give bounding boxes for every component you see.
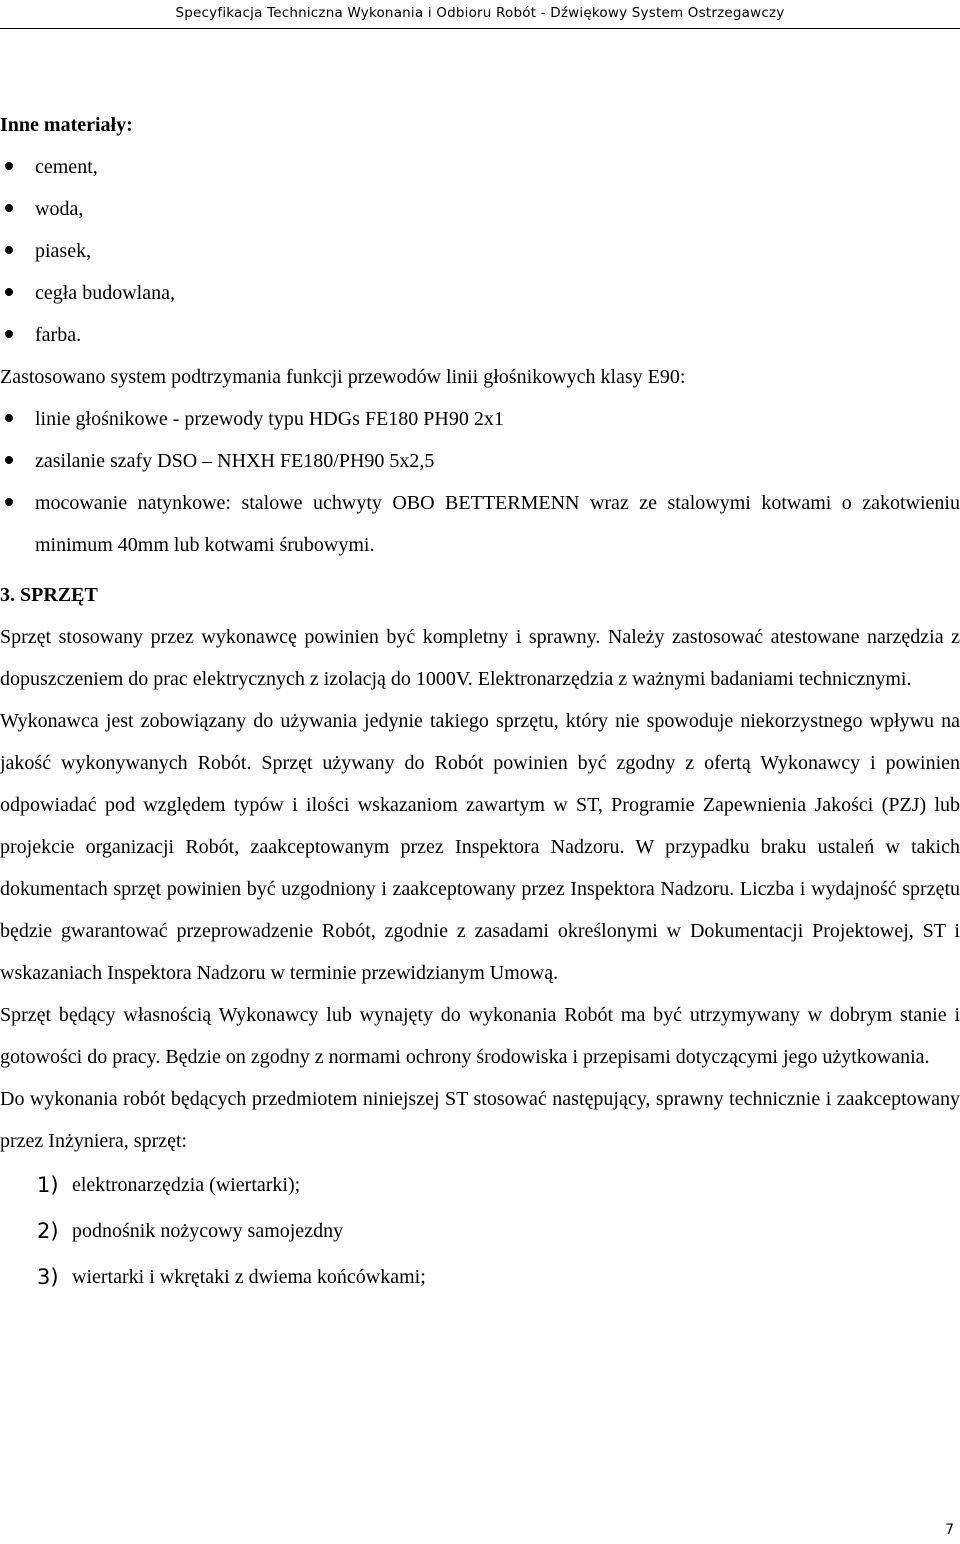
list-number: 1) bbox=[37, 1173, 59, 1197]
list-item: linie głośnikowe - przewody typu HDGs FE180 PH90 2x1 bbox=[0, 398, 960, 440]
list-item: cegła budowlana, bbox=[0, 272, 960, 314]
bullet-icon bbox=[5, 204, 13, 212]
section-title: 3. SPRZĘT bbox=[0, 584, 98, 606]
paragraph: Sprzęt będący własnością Wykonawcy lub wynajęty do wykonania Robót ma być utrzymywany w dobrym stanie i gotowości do pracy. Będzie on zgodny z normami ochrony środowiska i przepisami dotyczącymi jego użytkowania. bbox=[0, 1004, 960, 1068]
page-number: 7 bbox=[945, 1522, 954, 1538]
paragraph: Sprzęt stosowany przez wykonawcę powinien być kompletny i sprawny. Należy zastosować atestowane narzędzia z dopuszczeniem do prac elektrycznych z izolacją do 1000V. Elektronarzędzia z ważnymi badaniami technicznymi. bbox=[0, 626, 960, 690]
list-item: 2) podnośnik nożycowy samojezdny bbox=[0, 1208, 960, 1254]
paragraph: Do wykonania robót będących przedmiotem niniejszej ST stosować następujący, sprawny technicznie i zaakceptowany przez Inżyniera, sprzęt: bbox=[0, 1088, 960, 1152]
list-item: farba. bbox=[0, 314, 960, 356]
bullet-icon bbox=[5, 288, 13, 296]
bullet-icon bbox=[5, 162, 13, 170]
list-item: 1) elektronarzędzia (wiertarki); bbox=[0, 1162, 960, 1208]
paragraph: Wykonawca jest zobowiązany do używania jedynie takiego sprzętu, który nie spowoduje niekorzystnego wpływu na jakość wykonywanych Robót. Sprzęt używany do Robót powinien być zgodny z ofertą Wykonawcy i powinien odpowiadać pod względem typów i ilości wskazaniom zawartym w ST, Programie Zapewnienia Jakości (PZJ) lub projekcie organizacji Robót, zaakceptowanym przez Inspektora Nadzoru. W przypadku braku ustaleń w takich dokumentach sprzęt powinien być uzgodniony i zaakceptowany przez Inspektora Nadzoru. Liczba i wydajność sprzętu będzie gwarantować przeprowadzenie Robót, zgodnie z zasadami określonymi w Dokumentacji Projektowej, ST i wskazaniach Inspektora Nadzoru w terminie przewidzianym Umową. bbox=[0, 710, 960, 984]
list-item: 3) wiertarki i wkrętaki z dwiema końcówkami; bbox=[0, 1254, 960, 1300]
list-item: mocowanie natynkowe: stalowe uchwyty OBO BETTERMENN wraz ze stalowymi kotwami o zakotwieniu minimum 40mm lub kotwami śrubowymi. bbox=[0, 482, 960, 566]
bullet-icon bbox=[5, 330, 13, 338]
bullet-icon bbox=[5, 414, 13, 422]
list-number: 2) bbox=[37, 1219, 59, 1243]
equipment-list bbox=[0, 1162, 960, 1300]
materials-list bbox=[0, 146, 960, 356]
page-header bbox=[0, 0, 960, 30]
header-rule bbox=[0, 28, 960, 29]
list-item: woda, bbox=[0, 188, 960, 230]
list-item: zasilanie szafy DSO – NHXH FE180/PH90 5x2,5 bbox=[0, 440, 960, 482]
materials-heading: Inne materiały: bbox=[0, 114, 133, 136]
bullet-icon bbox=[5, 456, 13, 464]
list-item: cement, bbox=[0, 146, 960, 188]
bullet-icon bbox=[5, 498, 13, 506]
support-system-intro: Zastosowano system podtrzymania funkcji przewodów linii głośnikowych klasy E90: bbox=[0, 366, 686, 388]
document-title: Specyfikacja Techniczna Wykonania i Odbioru Robót - Dźwiękowy System Ostrzegawczy bbox=[175, 5, 785, 21]
list-number: 3) bbox=[37, 1265, 59, 1289]
bullet-icon bbox=[5, 246, 13, 254]
page-content bbox=[0, 104, 960, 1300]
support-system-list bbox=[0, 398, 960, 566]
list-item: piasek, bbox=[0, 230, 960, 272]
